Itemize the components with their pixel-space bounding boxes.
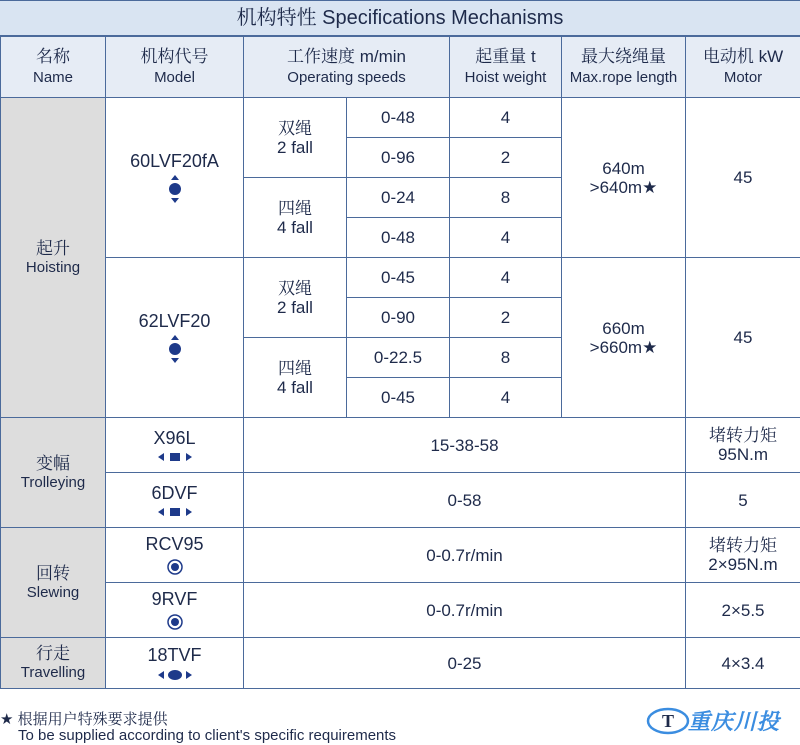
category-slewing: 回转 Slewing [1, 528, 106, 638]
speed-cell: 15-38-58 [244, 418, 686, 473]
weight-cell: 4 [450, 258, 562, 298]
model-cell [106, 583, 244, 638]
logo-letter: T [661, 711, 675, 731]
header-model: 机构代号 Model [106, 37, 244, 98]
model-name: 60LVF20fA [130, 151, 219, 171]
fall-cell: 双绳 2 fall [244, 98, 347, 178]
model-cell [106, 418, 244, 473]
weight-cell: 2 [450, 298, 562, 338]
slew-symbol-icon [166, 613, 184, 631]
model-name: 6DVF [151, 482, 198, 503]
trolley-symbol-icon [158, 507, 192, 517]
fall-cell: 四绳 4 fall [244, 338, 347, 418]
header-speed: 工作速度 m/min Operating speeds [244, 37, 450, 98]
rope-cell: 640m >640m★ [562, 98, 686, 258]
model-cell [106, 98, 244, 258]
logo-text: 重庆川投 [688, 709, 781, 734]
header-row [1, 37, 800, 98]
model-name: 62LVF20 [138, 311, 211, 331]
weight-cell: 2 [450, 138, 562, 178]
motor-cell: 45 [686, 98, 800, 258]
model-cell [106, 473, 244, 528]
fall-cell: 四绳 4 fall [244, 178, 347, 258]
speed-cell: 0-0.7r/min [244, 583, 686, 638]
speed-cell: 0-22.5 [347, 338, 450, 378]
travel-symbol-icon [158, 669, 192, 681]
category-hoisting: 起升 Hoisting [1, 98, 106, 418]
motor-cell: 堵转力矩 95N.m [686, 418, 800, 473]
motor-cell: 5 [686, 473, 800, 528]
slew-symbol-icon [166, 558, 184, 576]
model-cell [106, 258, 244, 418]
speed-cell: 0-0.7r/min [244, 528, 686, 583]
motor-cell: 2×5.5 [686, 583, 800, 638]
header-motor: 电动机 kW Motor [686, 37, 800, 98]
trolley-symbol-icon [158, 452, 192, 462]
specifications-table [0, 36, 800, 689]
model-name: RCV95 [145, 533, 204, 554]
rope-cell: 660m >660m★ [562, 258, 686, 418]
speed-cell: 0-90 [347, 298, 450, 338]
weight-cell: 8 [450, 178, 562, 218]
motor-cell: 4×3.4 [686, 638, 800, 689]
motor-cell: 堵转力矩 2×95N.m [686, 528, 800, 583]
fall-cell: 双绳 2 fall [244, 258, 347, 338]
category-trolleying: 变幅 Trolleying [1, 418, 106, 528]
speed-cell: 0-25 [244, 638, 686, 689]
weight-cell: 8 [450, 338, 562, 378]
footnote-cn: ★ 根据用户特殊要求提供 [0, 711, 168, 728]
model-name: X96L [153, 427, 196, 448]
speed-cell: 0-45 [347, 378, 450, 418]
speed-cell: 0-48 [347, 98, 450, 138]
motor-cell: 45 [686, 258, 800, 418]
header-name: 名称 Name [1, 37, 106, 98]
model-name: 9RVF [151, 588, 198, 609]
weight-cell: 4 [450, 218, 562, 258]
hoist-symbol-icon [168, 335, 182, 363]
speed-cell: 0-96 [347, 138, 450, 178]
model-cell [106, 528, 244, 583]
model-cell [106, 638, 244, 689]
speed-cell: 0-58 [244, 473, 686, 528]
model-name: 18TVF [147, 644, 202, 665]
page-title: 机构特性 Specifications Mechanisms [0, 0, 800, 36]
header-weight: 起重量 t Hoist weight [450, 37, 562, 98]
footnote-en: To be supplied according to client's specific requirements [18, 727, 397, 744]
weight-cell: 4 [450, 98, 562, 138]
speed-cell: 0-45 [347, 258, 450, 298]
speed-cell: 0-48 [347, 218, 450, 258]
weight-cell: 4 [450, 378, 562, 418]
speed-cell: 0-24 [347, 178, 450, 218]
hoist-symbol-icon [168, 175, 182, 203]
category-travelling: 行走 Travelling [1, 638, 106, 689]
header-rope: 最大绕绳量 Max.rope length [562, 37, 686, 98]
